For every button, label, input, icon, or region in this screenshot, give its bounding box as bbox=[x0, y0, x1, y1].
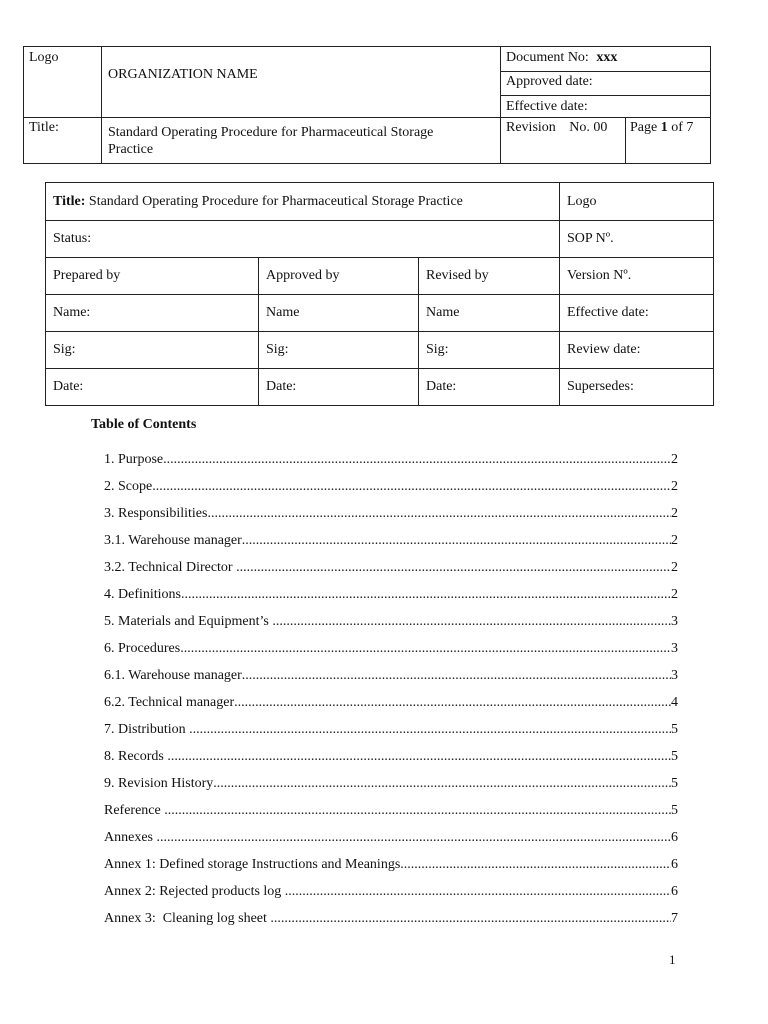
toc-entry[interactable] bbox=[104, 909, 678, 936]
toc-entry[interactable] bbox=[104, 720, 678, 747]
sop-logo: Logo bbox=[560, 183, 714, 221]
approved-by: Approved by bbox=[259, 258, 419, 295]
toc-dot-leader bbox=[163, 450, 671, 470]
revised-by: Revised by bbox=[419, 258, 560, 295]
sop-table bbox=[45, 182, 714, 406]
sop-row-roles bbox=[46, 258, 714, 295]
toc-entry[interactable] bbox=[104, 666, 678, 693]
toc-entry-page: 3 bbox=[671, 668, 678, 683]
document-no-value: xxx bbox=[596, 50, 618, 65]
toc-dot-leader bbox=[236, 558, 671, 578]
toc-entry-page: 3 bbox=[671, 641, 678, 656]
revision bbox=[506, 119, 607, 136]
toc-entry[interactable] bbox=[104, 531, 678, 558]
revised-sig: Sig: bbox=[419, 332, 560, 369]
prepared-name: Name: bbox=[46, 295, 259, 332]
toc-entry-label: 1. Purpose bbox=[104, 452, 164, 467]
revised-date: Date: bbox=[419, 369, 560, 406]
toc-entry[interactable] bbox=[104, 477, 678, 504]
toc-dot-leader bbox=[242, 531, 671, 551]
effective-date-label: Effective date: bbox=[506, 99, 588, 114]
toc-dot-leader bbox=[270, 909, 671, 929]
revision-label: Revision bbox=[506, 120, 556, 135]
organization-name: ORGANIZATION NAME bbox=[108, 67, 258, 82]
toc-dot-leader bbox=[167, 747, 671, 767]
toc-dot-leader bbox=[189, 720, 671, 740]
header-logo: Logo bbox=[29, 50, 59, 65]
toc-dot-leader bbox=[400, 855, 671, 875]
toc-dot-leader bbox=[152, 477, 671, 497]
toc-entry-label: 6.1. Warehouse manager bbox=[104, 668, 242, 683]
supersedes: Supersedes: bbox=[560, 369, 714, 406]
header-title-label: Title: bbox=[29, 120, 59, 135]
toc-entry-page: 6 bbox=[671, 857, 678, 872]
toc-dot-leader bbox=[272, 612, 671, 632]
header-title-value: Standard Operating Procedure for Pharmaceutical Storage Practice bbox=[108, 125, 434, 157]
review-date: Review date: bbox=[560, 332, 714, 369]
table-of-contents bbox=[104, 450, 678, 936]
sop-title-cell bbox=[46, 183, 560, 221]
toc-entry-page: 6 bbox=[671, 830, 678, 845]
document-header bbox=[23, 46, 711, 164]
toc-entry-label: Annex 2: Rejected products log bbox=[104, 884, 285, 899]
toc-dot-leader bbox=[181, 585, 671, 605]
approved-date: Date: bbox=[259, 369, 419, 406]
toc-entry-label: 5. Materials and Equipment’s bbox=[104, 614, 273, 629]
page-current: 1 bbox=[660, 120, 668, 135]
toc-entry-page: 2 bbox=[671, 560, 678, 575]
toc-entry[interactable] bbox=[104, 639, 678, 666]
toc-entry-label: Annex 3: Cleaning log sheet bbox=[104, 911, 271, 926]
sop-row-title bbox=[46, 183, 714, 221]
sop-title-value: Standard Operating Procedure for Pharmaceutical Storage Practice bbox=[88, 193, 463, 209]
toc-entry-label: 4. Definitions bbox=[104, 587, 181, 602]
revision-value: No. 00 bbox=[569, 120, 608, 135]
toc-dot-leader bbox=[164, 801, 671, 821]
toc-dot-leader bbox=[234, 693, 671, 713]
toc-entry-page: 5 bbox=[671, 722, 678, 737]
page-of: of 7 bbox=[671, 120, 694, 135]
toc-entry-label: 3. Responsibilities bbox=[104, 506, 208, 521]
toc-entry-page: 2 bbox=[671, 479, 678, 494]
toc-entry-label: Reference bbox=[104, 803, 165, 818]
document-no-label: Document No: bbox=[506, 50, 589, 65]
sop-effective-date: Effective date: bbox=[560, 295, 714, 332]
approved-date-label: Approved date: bbox=[506, 74, 593, 89]
document-no bbox=[506, 49, 617, 66]
toc-entry-page: 2 bbox=[671, 506, 678, 521]
toc-entry-page: 5 bbox=[671, 749, 678, 764]
sop-title-label: Title: bbox=[53, 193, 86, 209]
toc-entry-page: 7 bbox=[671, 911, 678, 926]
toc-entry-label: 6.2. Technical manager bbox=[104, 695, 235, 710]
prepared-by: Prepared by bbox=[46, 258, 259, 295]
toc-title: Table of Contents bbox=[91, 417, 197, 432]
toc-entry-page: 6 bbox=[671, 884, 678, 899]
page-number: 1 bbox=[669, 952, 676, 967]
toc-entry[interactable] bbox=[104, 558, 678, 585]
sop-row-dates bbox=[46, 369, 714, 406]
toc-entry-page: 5 bbox=[671, 776, 678, 791]
toc-entry[interactable] bbox=[104, 774, 678, 801]
toc-entry-page: 4 bbox=[671, 695, 678, 710]
toc-dot-leader bbox=[213, 774, 671, 794]
toc-entry[interactable] bbox=[104, 693, 678, 720]
sop-status: Status: bbox=[46, 221, 560, 258]
sop-number: SOP Nº. bbox=[560, 221, 714, 258]
toc-entry-label: 9. Revision History bbox=[104, 776, 214, 791]
toc-entry[interactable] bbox=[104, 801, 678, 828]
toc-entry-page: 3 bbox=[671, 614, 678, 629]
toc-entry-label: 2. Scope bbox=[104, 479, 153, 494]
toc-entry-label: 3.1. Warehouse manager bbox=[104, 533, 242, 548]
approved-name: Name bbox=[259, 295, 419, 332]
prepared-date: Date: bbox=[46, 369, 259, 406]
page-label: Page bbox=[630, 120, 658, 135]
page-indicator bbox=[630, 119, 693, 136]
toc-entry-page: 2 bbox=[671, 587, 678, 602]
prepared-sig: Sig: bbox=[46, 332, 259, 369]
toc-dot-leader bbox=[207, 504, 671, 524]
toc-dot-leader bbox=[242, 666, 671, 686]
sop-row-signatures bbox=[46, 332, 714, 369]
toc-entry[interactable] bbox=[104, 450, 678, 477]
toc-entry[interactable] bbox=[104, 747, 678, 774]
toc-dot-leader bbox=[285, 882, 671, 902]
revised-name: Name bbox=[419, 295, 560, 332]
toc-entry-page: 5 bbox=[671, 803, 678, 818]
toc-entry[interactable] bbox=[104, 612, 678, 639]
toc-entry[interactable] bbox=[104, 504, 678, 531]
toc-entry-label: Annexes bbox=[104, 830, 157, 845]
toc-entry[interactable] bbox=[104, 855, 678, 882]
toc-entry-page: 2 bbox=[671, 452, 678, 467]
toc-entry[interactable] bbox=[104, 882, 678, 909]
sop-row-names bbox=[46, 295, 714, 332]
version-no: Version Nº. bbox=[560, 258, 714, 295]
toc-entry[interactable] bbox=[104, 828, 678, 855]
toc-entry-label: 6. Procedures bbox=[104, 641, 181, 656]
toc-dot-leader bbox=[157, 828, 672, 848]
toc-entry-label: Annex 1: Defined storage Instructions and Meanings bbox=[104, 857, 401, 872]
toc-entry[interactable] bbox=[104, 585, 678, 612]
toc-entry-page: 2 bbox=[671, 533, 678, 548]
toc-dot-leader bbox=[180, 639, 671, 659]
approved-sig: Sig: bbox=[259, 332, 419, 369]
toc-entry-label: 7. Distribution bbox=[104, 722, 190, 737]
sop-row-status bbox=[46, 221, 714, 258]
toc-entry-label: 8. Records bbox=[104, 749, 168, 764]
toc-entry-label: 3.2. Technical Director bbox=[104, 560, 237, 575]
